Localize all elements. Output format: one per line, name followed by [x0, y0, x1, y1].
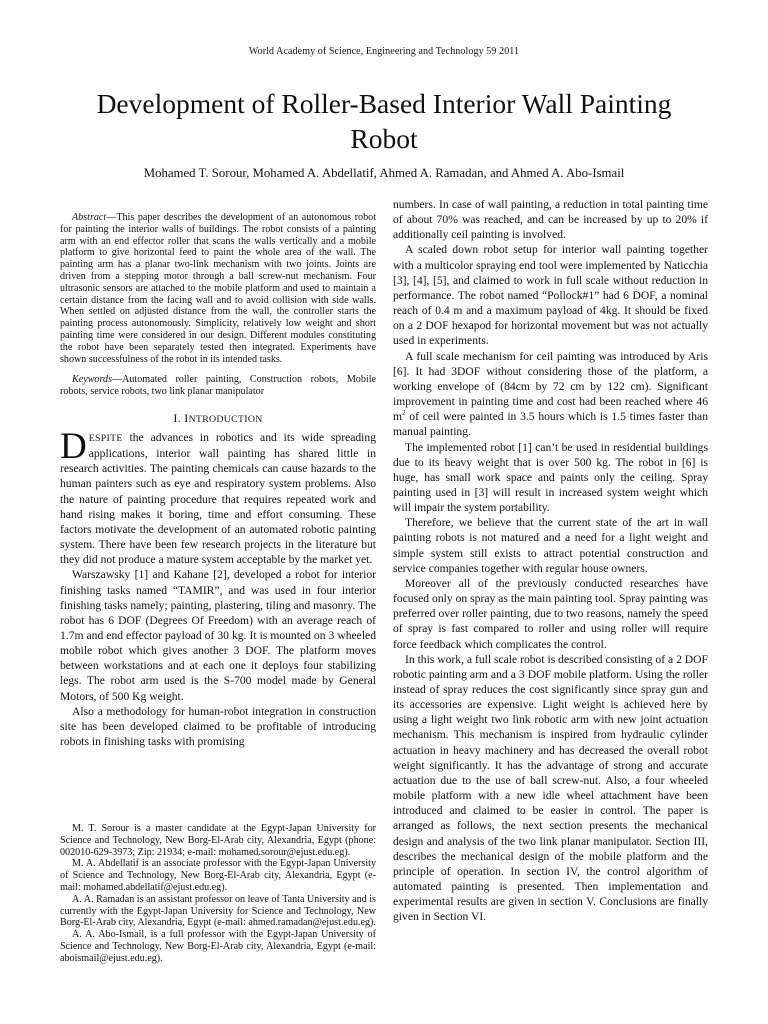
left-column	[60, 212, 376, 749]
right-paragraph-3	[393, 349, 708, 440]
footnote-2: M. A. Abdellatif is an associate professor with the Egypt-Japan University of Science and Technology, New Borg-El-Arab city, Alexandria, Egypt (e-mail: mohamed.abdellatif@ejust.edu.eg).	[60, 858, 376, 893]
intro-paragraph-2: Warszawsky [1] and Kahane [2], developed a robot for interior finishing tasks named “TAMIR”, and was used in four interior finishing tasks namely; painting, plastering, tiling and masonry. The robot has 6 DOF (Degrees Of Freedom) with an average reach of 1.7m and end effector payload of 30 kg. It is mounted on 3 wheeled mobile robot which gives another 3 DOF. The platform moves between workstations and at each one it deploys four stabilizing legs. The robot arm used is the S-700 model made by General Motors, of 500 Kg weight.	[60, 568, 376, 703]
superscript-squared: 2	[402, 409, 406, 418]
right-paragraph-2: A scaled down robot setup for interior wall painting together with a multicolor spraying end tool were implemented by Naticchia [3], [4], [5], and claimed to work in full scale without reduction in performance. The robot named “Pollock#1” had 6 DOF, a nominal reach of 0.4 m and a maximum payload of 4kg. It should be fixed on a 2 DOF hexapod for horizontal movement but was not actually used in experiments.	[393, 243, 708, 348]
right-paragraph-3-text-b: of ceil were painted in 3.5 hours which is 1.5 times faster than manual painting.	[393, 410, 708, 439]
drop-cap: D	[60, 425, 87, 467]
keywords	[60, 374, 376, 398]
paper-title: Development of Roller-Based Interior Wall Painting Robot	[96, 88, 672, 154]
intro-paragraph-3: Also a methodology for human-robot integration in construction site has been developed claimed to be profitable of introducing robots in finishing tasks with promising	[60, 704, 376, 749]
intro-paragraph-1	[60, 425, 376, 567]
section-numeral: I. I	[173, 410, 189, 425]
footnote-4: A. A. Abo-Ismail, is a full professor with the Egypt-Japan University of Science and Technology, New Borg-El-Arab city, Alexandria, Egypt (e-mail: aboismail@ejust.edu.eg).	[60, 929, 376, 964]
right-paragraph-3-text-a: A full scale mechanism for ceil painting was introduced by Aris [6]. It had 3DOF without considering those of the platform, a working envelope of (84cm by 72 cm by 122 cm). Significant improvement in painting time and cost had been reached where 46 m	[393, 349, 708, 424]
right-paragraph-5: Therefore, we believe that the current state of the art in wall painting robots is not matured and a need for a light weight and simple system still exists to attract potential construction and service companies together with regular house owners.	[393, 516, 708, 575]
keywords-label: Keywords	[72, 374, 113, 386]
right-paragraph-1: numbers. In case of wall painting, a reduction in total painting time of about 70% was reached, and can be increased by up to 20% if additionally ceil painting is involved.	[393, 198, 708, 242]
abstract-text: —This paper describes the development of an autonomous robot for painting the interior walls of buildings. The robot consists of a painting arm with an end effector roller that scans the walls vertically and a mobile platform to give horizontal feed to paint the whole area of the wall. The painting arm has a planar two-link mechanism with two joints. Joints are driven from a stepping motor through a ball screw-nut mechanism. Four ultrasonic sensors are attached to the mobile platform and used to maintain a certain distance from the facing wall and to avoid collision with side walls. When settled on adjusted distance from the wall, the controller starts the painting process autonomously. Simplicity, relatively low weight and short painting time were considered in our design. Different modules constituting the robot have been separately tested then integrated. Experiments have shown successfulness of the robot in its intended tasks.	[60, 212, 376, 365]
section-heading-introduction	[60, 411, 376, 426]
footnote-3: A. A. Ramadan is an assistant professor on leave of Tanta University and is currently with the Egypt-Japan University for Science and Technology, New Borg-El-Arab city, Alexandria, Egypt (e-mail: ahmed.ramadan@ejust.edu.eg).	[60, 893, 376, 929]
right-paragraph-7: In this work, a full scale robot is described consisting of a 2 DOF robotic painting arm and a 3 DOF mobile platform. Using the roller instead of spray reduces the cost significantly since spray gun and its accessories are expensive. Light weight is achieved here by using a light weight two link robotic arm with new joint actuation mechanism. This mechanism is inspired from hydraulic cylinder actuation in heavy machinery and has decreased the overall robot weight significantly. It has the advantage of strong and accurate actuation due to the use of ball screw-nut. Also, a four wheeled mobile platform with a new idle wheel attachment have been introduced and claimed to be easier in control. The paper is arranged as follows, the next section presents the mechanical design and analysis of the two link planar manipulator. Section III, describes the mechanical design of the mobile platform and the principle of operation. In section IV, the control algorithm of automated painting is presented. Then implementation and experimental results are given in section V. Conclusions are finally given in Section VI.	[393, 652, 708, 924]
section-title-rest: NTRODUCTION	[188, 413, 263, 425]
abstract	[60, 212, 376, 365]
author-list: Mohamed T. Sorour, Mohamed A. Abdellatif, Ahmed A. Ramadan, and Ahmed A. Abo-Ismail	[143, 166, 625, 180]
right-column	[393, 197, 708, 925]
footnote-1: M. T. Sorour is a master candidate at the Egypt-Japan University for Science and Technology, New Borg-El-Arab city, Alexandria, Egypt (phone: 002010-629-3973; Zip: 21934; e-mail: mohamed.sorour@ejust.edu.eg).	[60, 823, 376, 858]
abstract-label: Abstract	[72, 212, 107, 223]
author-footnotes	[60, 823, 376, 965]
right-paragraph-4: The implemented robot [1] can’t be used in residential buildings due to its heavy weight that is over 500 kg. The robot in [6] is huge, has small work space and paints only the ceiling. Spray painting used in [3] will result in increased system weight which will impair the system portability.	[393, 440, 708, 515]
first-word: ESPITE	[88, 432, 123, 444]
right-paragraph-6: Moreover all of the previously conducted researches have focused only on spray as the main painting tool. Spray painting was preferred over roller painting, due to two reasons, namely the speed of spray is fast compared to roller and using roller will require force feedback which complicates the control.	[393, 576, 708, 651]
intro-paragraph-1-text: the advances in robotics and its wide spreading applications, interior wall painting has shared little in research activities. The painting chemicals can cause hazards to the human painters such as eye and respiratory system problems. Also the nature of painting procedure that requires repeated work and hand rising makes it boring, time and effort consuming. These factors motivate the development of an automated robotic painting system. There have been few research projects in the literature but they did not produce a mature system acceptable by the market yet.	[60, 430, 376, 567]
running-header: World Academy of Science, Engineering and Technology 59 2011	[248, 46, 520, 57]
keywords-text: —Automated roller painting, Construction robots, Mobile robots, service robots, two link planar manipulator	[60, 374, 376, 398]
